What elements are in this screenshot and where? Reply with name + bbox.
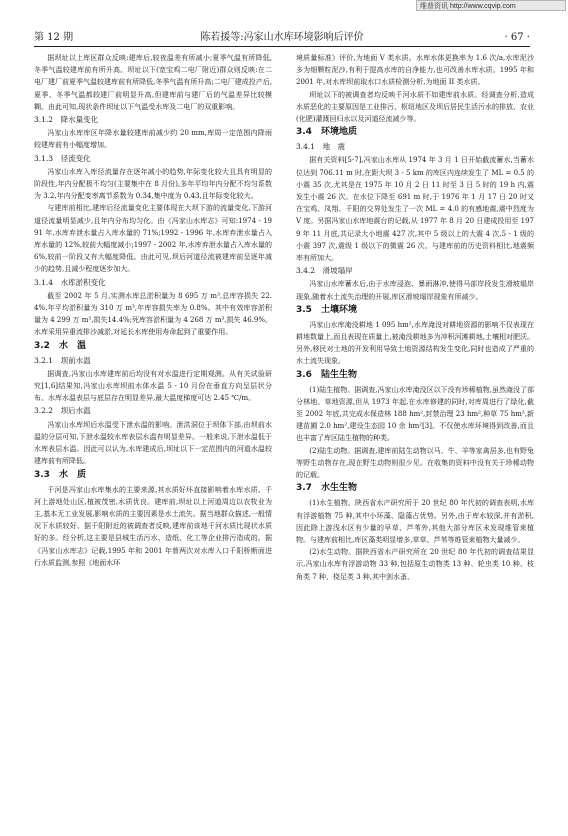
section-heading: 3.4 环境地质 xyxy=(296,127,357,138)
page-number: · 67 · xyxy=(504,32,530,43)
paragraph: 与建库前相比,建库后径流量变化主要体现在大坝下游的流量变化,下游河道径流量明显减少,且年内分布均匀化。由《冯家山水库志》可知:1974 - 1991 年,水库弃泄水量占入库水量的 71%;1992 - 1996 年,水库弃泄水量占入库水量的 12%,较前大幅度减小;1997 - 2002 年,水库弃泄水量占入库水量的 6%,较前一阶段又有大幅度降低。由此可见,坝后河道径流被建库前呈逐年减少的趋势,且减少程度逐步加大。 xyxy=(34,204,272,274)
section-heading: 3.1.3 径流变化 xyxy=(34,153,91,163)
paragraph: 冯家山水库蓄水后,由于水库浸泡、暴雨淋冲,使得马部岸段发生滑坡塌岸现象,随着水土流失治理的开展,库区滑坡塌岸现象有所减少。 xyxy=(296,280,534,301)
paragraph: 据有关资料[5-7],冯家山水库从 1974 年 3 月 1 日开始截流蓄水,当蓄水位达到 706.11 m 时,在距大坝 3 - 5 km 的库区内连续发生了 ML = 0.5 的小震 35 次,尤其是在 1975 年 10 月 2 日 11 时至 3 日 5 时的 19 h 内,震发生小震 26 次。在水位下降至 691 m 时,于 1976 年 1 月 17 日 20 时又在宝鸡、凤翔、千阳的交界处发生了一次 ML = 4.0 的有感地震,震中烈度为 V 度。另据冯家山水库地震台的记载,从 1977 年 8 月 20 日建成投用至 1979 年 11 月底,共记录大小地震 427 次,其中 5 级以上的大震 4 次,5 - 1 级的小震 397 次,震级 1 级以下的微震 26 次。与建库前的历史资料相比,地震频率有所加大。 xyxy=(296,156,534,263)
section-heading: 3.4.1 地 震 xyxy=(296,142,346,152)
paragraph: 冯家山水库淹没耕地 1 095 hm²,水库淹没对耕地资源的影响不仅表现在耕地数量上,而且表现在质量上,被淹没耕地多为冲积河滩耕地,土壤相对肥沃。另外,移民对土地的开发利用导致土地资源结构发生变化,同时也造成了严重的水土流失现象。 xyxy=(296,320,534,366)
paragraph: 据坝址以上库区群众反映:建库后,较夜温差有所减小;夏季气温有所降低,冬季气温较建库前有所升高。坝址以下(宽宝鸡二电厂附近)群众则反映:在二电厂建厂前夏季气温较建库前有所降低,冬季气温有所升高;二电厂建成投产后,夏季、冬季气温都较建厂前明显升高,但建库前与建厂后的气温差异比较模糊。由此可知,现状条件坝址以下气温受水库及二电厂的双重影响。 xyxy=(34,54,272,111)
paragraph: 冯家山水库库区年降水量较建库前减少约 20 mm,库周一定范围内降雨较建库前有小幅度增加。 xyxy=(34,129,272,150)
section-heading: 3.1.4 水库淤积变化 xyxy=(34,277,106,287)
paragraph: 冯家山水库入库径流量存在逐年减小的趋势,年际变化较大且具有明显的阶段性,年内分配极不均匀(主要集中在 8 月份),多年平均年内分配不均匀系数为 3.2,年内分配变率离节系数为 0.34,集中度为 0.43,且年际变化较大。 xyxy=(34,167,272,201)
paragraph: 冯家山水库坝后水温受下泄水温的影响。泄洪洞位于坝体下部,由坝前水温的分层可知,下泄水温较水库表层水温有明显差异。一般来说,下泄水温低于水库表层水温。因此可以认为,水库建成后,坝址以下一定范围内的河道水温较建库前有所降低。 xyxy=(34,420,272,466)
section-heading: 3.5 土壤环境 xyxy=(296,304,357,315)
running-title: 陈若援等:冯家山水库环境影响后评价 xyxy=(200,32,364,43)
section-heading: 3.2.2 坝后水温 xyxy=(34,406,91,416)
paragraph: 千河是冯家山水库集水的主要来源,其水质好坏直接影响着水库水质。千河上游地处山区,植被茂密,水质优良。建库前,坝址以上河道周边以农牧业为主,基本无工业发展,影响水质的主要因素是水土流失。据当地群众描述,一般情况下水质较好。据千阳附近的被调查者反映,建库前该地千河水质比现状水质好的多。经分析,这主要是县城生活污水、造纸、化工等企业排污造成的。据《冯家山水库志》记载,1995 年和 2001 年曾两次对水库入口千阳桥断面进行水质监测,参照《地面水环 xyxy=(34,485,272,567)
paragraph: 据调查,冯家山水库建库前后均没有对水温进行定期观测。从有关试验研究[1,6]结果知,冯家山水库坝前水体水温 5 - 10 月份在垂直方向呈层状分布。水库水温表层与底层存在明显差异,最大温度梯度可达 2.45 ℃/m。 xyxy=(34,369,272,403)
paragraph: (1)水生植物。陕西省水产研究所于 20 世纪 80 年代初的调查表明,水库有浮游植物 75 种,其中小环藻、隐藻占优势。另外,由于库水较深,并有淤积,因此除上游浅水区有少量的早草、芦苇外,其他大部分库区未发现维管束植物。与建库前相比,库区藻类明显增多,草草、芦苇等维管束植物大量减少。 xyxy=(296,499,534,544)
section-heading: 3.3 水 质 xyxy=(34,469,86,480)
paragraph: 境质量标准》评价,为地面 V 类水质。水库水体更换率为 1.6 次/a,水库泥沙多为细颗粒泥沙,有利于提高水库的自净能力,也可改善水库水质。1995 年和 2001 年,对水库坝前取水口水质检测分析,为地面 II 类水质。 xyxy=(296,54,534,87)
paragraph: (1)陆生植物。据调查,冯家山水库淹没区以下没有珍稀植物,虽然淹没了部分林地、草地资源,但从 1973 年起,在水库修建的同时,对库周进行了绿化,截至 2002 年底,共完成水保造林 188 hm²,封禁治理 23 hm²,种草 75 hm²,新建苗圃 2.0 hm²,建设生态园 10 余 hm²[3]。不仅使水库环境得到改善,而且也丰富了库区陆生植物的种类。 xyxy=(296,385,534,443)
section-heading: 3.6 陆生生物 xyxy=(296,369,357,380)
top-bar xyxy=(0,0,568,12)
right-column xyxy=(296,52,534,583)
section-heading: 3.1.2 降水量变化 xyxy=(34,115,99,125)
section-heading: 3.2 水 温 xyxy=(34,340,86,351)
paragraph: (2)水生动物。据陕西省水产研究所在 20 世纪 80 年代初的调查结果显示,冯家山水库有浮游动物 33 种,包括原生动物类 13 种、轮虫类 10 种、枝角类 7 种、桡足类 3 种,其中剑水蚤、 xyxy=(296,548,534,581)
section-heading: 3.2.1 坝前水温 xyxy=(34,355,91,365)
paragraph: 坝址以下的被调查者均反映千河水质不如建库前水质。经调查分析,造成水质恶化的主要原因是工业排污、枢纽地区及坝后居民生活污水的排放、农业(化肥)灌溉回归水以及河道径流减少等。 xyxy=(296,90,534,124)
paragraph: 截至 2002 年 5 月,实测水库总淤积量为 8 695 万 m³,总库容损失 22.4%,年平均淤积量为 310 万 m³,年库容损失率为 0.8%。其中有效库容淤积量为 4 299 万 m³,损失14.4%;死库容淤积量为 4 268 万 m³,损失 46.9%。水库采用异重流排沙减淤,对延长水库使用寿命起到了重要作用。 xyxy=(34,291,272,337)
section-heading: 3.7 水生生物 xyxy=(296,483,357,494)
section-heading: 3.4.2 滑坡塌岸 xyxy=(296,266,353,276)
issue-number: 第 12 期 xyxy=(34,32,74,43)
left-column xyxy=(34,52,272,569)
paragraph: (2)陆生动物。据调查,建库前陆生动物以马、牛、羊等家禽居多,也有野兔等野生动物存在,现在野生动物则很少见。在收集的资料中没有关于珍稀动物的记载。 xyxy=(296,446,534,480)
watermark-badge: 维普资讯 http://www.cqvip.com xyxy=(416,0,566,11)
page-header xyxy=(34,30,530,47)
